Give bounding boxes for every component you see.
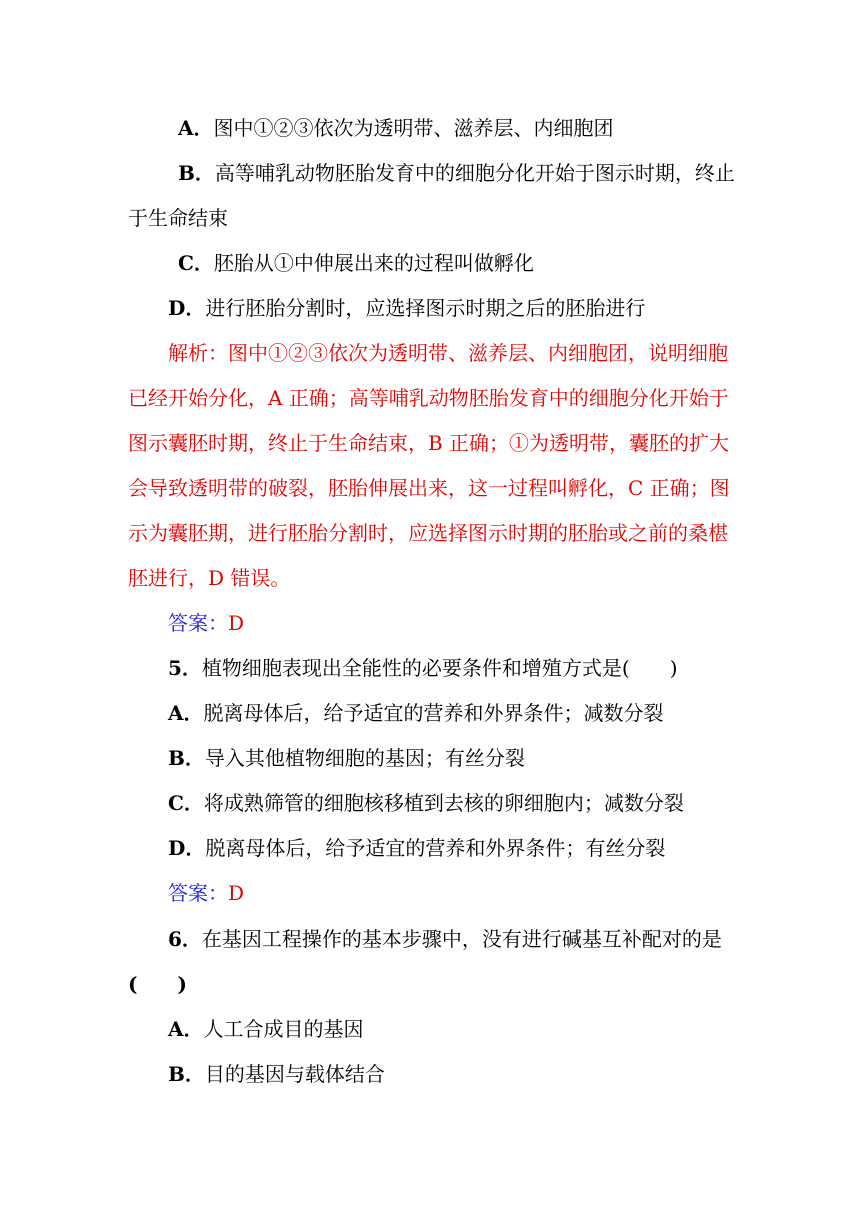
analysis-text: 图中①②③依次为透明带、滋养层、内细胞团，说明细胞 <box>228 341 728 365</box>
question-text: 植物细胞表现出全能性的必要条件和增殖方式是( ) <box>201 656 678 680</box>
answer-value: D <box>228 881 245 905</box>
q5-option-b <box>168 745 525 771</box>
option-label: B． <box>178 161 215 185</box>
option-label: D． <box>168 296 206 320</box>
option-text: 高等哺乳动物胚胎发育中的细胞分化开始于图示时期，终止 <box>214 161 735 185</box>
question-number: 5． <box>168 656 202 680</box>
option-label: B． <box>168 746 205 770</box>
option-text: 脱离母体后，给予适宜的营养和外界条件；减数分裂 <box>203 701 664 725</box>
analysis-line-6: 胚进行，D 错误。 <box>128 566 291 590</box>
option-text: 目的基因与载体结合 <box>204 1062 385 1086</box>
option-label: A． <box>178 116 214 140</box>
question-number: 6． <box>168 927 202 951</box>
analysis-line-3: 图示囊胚时期，终止于生命结束，B 正确；①为透明带，囊胚的扩大 <box>128 431 730 455</box>
q4-option-d <box>168 295 645 321</box>
option-label: D． <box>168 836 206 860</box>
option-label: B． <box>168 1062 205 1086</box>
analysis-label: 解析： <box>168 341 228 365</box>
option-text: 图中①②③依次为透明带、滋养层、内细胞团 <box>213 116 614 140</box>
q6-option-a <box>168 1016 364 1042</box>
analysis-line-2: 已经开始分化，A 正确；高等哺乳动物胚胎发育中的细胞分化开始于 <box>128 386 729 410</box>
q5-option-c <box>168 790 684 816</box>
question-text: 在基因工程操作的基本步骤中，没有进行碱基互补配对的是 <box>201 927 722 951</box>
analysis-line-4: 会导致透明带的破裂，胚胎伸展出来，这一过程叫孵化，C 正确；图 <box>128 476 730 500</box>
q5-answer <box>168 880 244 906</box>
q6-stem-continued: ( ) <box>128 972 187 996</box>
answer-label: 答案： <box>168 611 228 635</box>
q4-option-a <box>178 115 614 141</box>
option-text: 人工合成目的基因 <box>203 1017 364 1041</box>
q5-stem <box>168 655 678 681</box>
answer-label: 答案： <box>168 881 228 905</box>
q6-option-b <box>168 1061 385 1087</box>
option-text: 胚胎从①中伸展出来的过程叫做孵化 <box>213 251 534 275</box>
option-label: C． <box>168 791 204 815</box>
q4-option-b-continued: 于生命结束 <box>128 206 228 230</box>
q4-option-c <box>178 250 534 276</box>
option-label: C． <box>178 251 214 275</box>
option-label: A． <box>168 701 204 725</box>
option-text: 脱离母体后，给予适宜的营养和外界条件；有丝分裂 <box>205 836 666 860</box>
q4-option-b <box>178 160 735 186</box>
option-text: 导入其他植物细胞的基因；有丝分裂 <box>204 746 525 770</box>
option-text: 进行胚胎分割时，应选择图示时期之后的胚胎进行 <box>205 296 646 320</box>
analysis-line-5: 示为囊胚期，进行胚胎分割时，应选择图示时期的胚胎或之前的桑椹 <box>128 521 728 545</box>
option-label: A． <box>168 1017 204 1041</box>
q5-option-d <box>168 835 665 861</box>
analysis-line-1 <box>168 340 728 366</box>
q6-stem <box>168 926 722 952</box>
q4-answer <box>168 610 244 636</box>
answer-value: D <box>228 611 245 635</box>
option-text: 将成熟筛管的细胞核移植到去核的卵细胞内；减数分裂 <box>203 791 684 815</box>
q5-option-a <box>168 700 664 726</box>
